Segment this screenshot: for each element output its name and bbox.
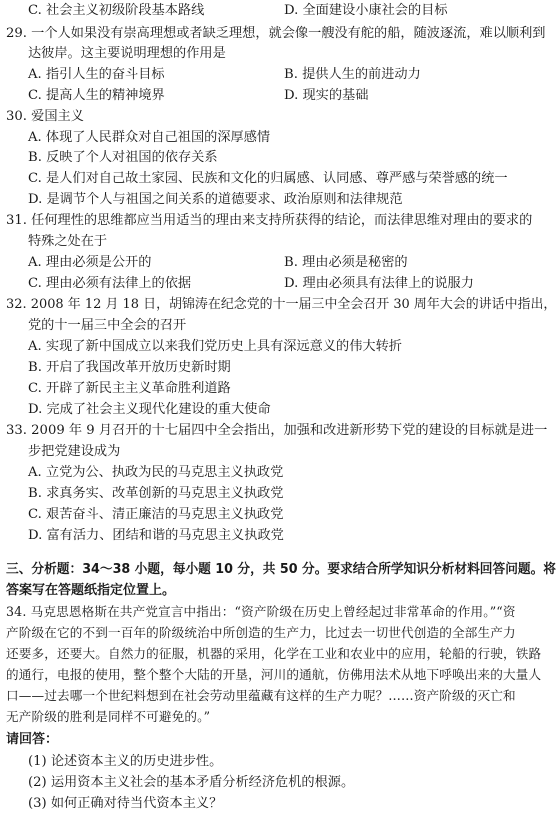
q33-option-a: A. 立党为公、执政为民的马克思主义执政党 [28, 465, 284, 480]
q30-option-b: B. 反映了个人对祖国的依存关系 [28, 150, 218, 165]
q29-stem-line-2: 达彼岸。这主要说明理想的作用是 [28, 46, 226, 61]
q34-prompt: 请回答： [6, 732, 59, 747]
q28-option-d: D. 全面建设小康社会的目标 [284, 3, 448, 18]
q29-option-a: A. 指引人生的奋斗目标 [28, 67, 165, 82]
section-3-heading-line-1: 三、分析题：34～38 小题，每小题 10 分，共 50 分。要求结合所学知识分析材料回答问题。将 [6, 562, 556, 577]
q29-stem-line-1: 29. 一个人如果没有崇高理想或者缺乏理想，就会像一艘没有舵的船，随波逐流，难以顺利到 [6, 26, 546, 41]
q34-sub-question-1: (1) 论述资本主义的历史进步性。 [28, 754, 223, 769]
q34-sub-question-2: (2) 运用资本主义社会的基本矛盾分析经济危机的根源。 [28, 775, 355, 790]
q34-material-line-6: 无产阶级的胜利是同样不可避免的。” [6, 709, 211, 724]
q31-stem-line-1: 31. 任何理性的思维都应当用适当的理由来支持所获得的结论，而法律思维对理由的要求的 [6, 213, 533, 228]
q34-material-line-5: 口——过去哪一个世纪料想到在社会劳动里蕴藏有这样的生产力呢？……资产阶级的灭亡和 [6, 688, 516, 703]
q33-option-d: D. 富有活力、团结和谐的马克思主义执政党 [28, 528, 284, 543]
q33-stem-line-1: 33. 2009 年 9 月召开的十七届四中全会指出，加强和改进新形势下党的建设的目标就是进一 [6, 423, 548, 438]
q33-option-c: C. 艰苦奋斗、清正廉洁的马克思主义执政党 [28, 507, 284, 522]
q29-option-d: D. 现实的基础 [284, 88, 369, 103]
q30-option-d: D. 是调节个人与祖国之间关系的道德要求、政治原则和法律规范 [28, 192, 403, 207]
q30-option-a: A. 体现了人民群众对自己祖国的深厚感情 [28, 130, 271, 145]
q29-option-b: B. 提供人生的前进动力 [284, 67, 421, 82]
q28-option-c: C. 社会主义初级阶段基本路线 [28, 3, 205, 18]
q32-option-b: B. 开启了我国改革开放历史新时期 [28, 360, 231, 375]
q34-material-line-2: 产阶级在它的不到一百年的阶级统治中所创造的生产力，比过去一切世代创造的全部生产力 [6, 625, 516, 640]
q32-stem-line-2: 党的十一届三中全会的召开 [28, 318, 187, 333]
q32-option-a: A. 实现了新中国成立以来我们党历史上具有深远意义的伟大转折 [28, 339, 402, 354]
q32-option-d: D. 完成了社会主义现代化建设的重大使命 [28, 402, 271, 417]
q33-stem-line-2: 步把党建设成为 [28, 444, 121, 459]
q31-option-a: A. 理由必须是公开的 [28, 255, 152, 270]
q31-option-d: D. 理由必须具有法律上的说服力 [284, 276, 474, 291]
q32-option-c: C. 开辟了新民主主义革命胜利道路 [28, 381, 231, 396]
q29-option-c: C. 提高人生的精神境界 [28, 88, 165, 103]
q34-material-line-1: 34. 马克思恩格斯在共产党宣言中指出：“资产阶级在历史上曾经起过非常革命的作用。”“资 [6, 604, 516, 619]
q34-material-line-4: 的通行，电报的使用，整个整个大陆的开垦，河川的通航，仿佛用法术从地下呼唤出来的大量人 [6, 667, 542, 682]
q33-option-b: B. 求真务实、改革创新的马克思主义执政党 [28, 486, 284, 501]
q30-option-c: C. 是人们对自己故土家园、民族和文化的归属感、认同感、尊严感与荣誉感的统一 [28, 171, 508, 186]
q32-stem-line-1: 32. 2008 年 12 月 18 日，胡锦涛在纪念党的十一届三中全会召开 30 周年大会的讲话中指出， [6, 297, 557, 312]
q30-stem: 30. 爱国主义 [6, 109, 84, 124]
q31-stem-line-2: 特殊之处在于 [28, 234, 108, 249]
section-3-heading-line-2: 答案写在答题纸指定位置上。 [6, 583, 176, 598]
q34-material-line-3: 还要多，还要大。自然力的征服，机器的采用，化学在工业和农业中的应用，轮船的行驶，铁路 [6, 646, 542, 661]
q31-option-c: C. 理由必须有法律上的依据 [28, 276, 192, 291]
q31-option-b: B. 理由必须是秘密的 [284, 255, 408, 270]
q34-sub-question-3: (3) 如何正确对待当代资本主义？ [28, 796, 223, 811]
